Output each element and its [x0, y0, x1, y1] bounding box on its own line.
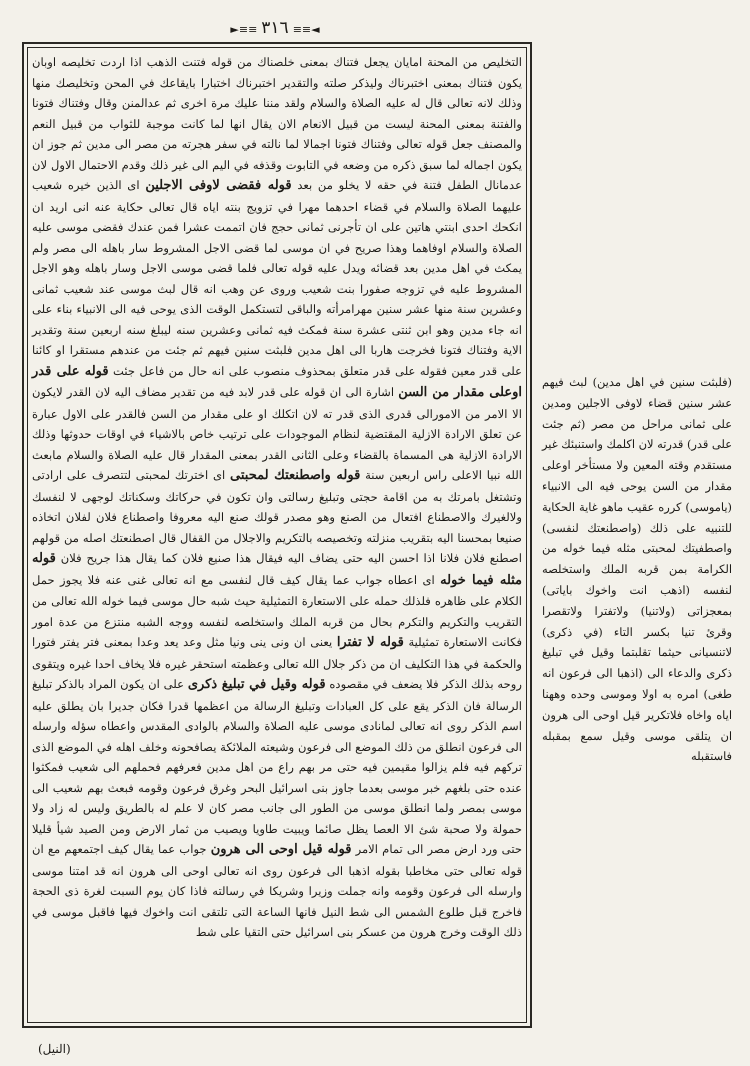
main-text-body [32, 52, 522, 1018]
main-text-segment: اى الذين خيره شعيب عليهما الصلاة والسلام في قضاء احدهما مهرا في تزويج بنته اياه قال تعالى حكاية عنه انى اريد ان انكحك احدى ابنتي هاتين على ان تأجرنى ثمانى حجج فان اتممت عشرا فمن عندك فقضى موسى عليه الصلاة والسلام اوفاهما وهذا صريح في ان موسى لما قضى الاجل المشروط سار باهله الى مصر ولم يمكث في اهل مدين بعد قضائه ويدل عليه قوله تعالى فلما قضى موسى الاجل وسار باهله وهو الاجل المشروط عليه في تزوجه صفورا بنت شعيب وروى عن وهب انه قال لبث موسى عند شعيب ثمانى وعشرين سنة منها عشر سنين مهرامرأته والباقى لتستكمل الوقت الذى يوحى فيه الى الانبياء بناء على انه جاء مدين وهو ابن ثنتى عشرة سنة فمكث فيه ثمانى وعشرين سنه ليبلغ سنه اربعين سنة وتقدير الاية وفتناك فتونا فخرجت هاربا الى اهل مدين فلبثت سنين فيهم ثم جئت من عندهم مستقرا او كائنا على قدر معين فقوله على قدر متعلق بمحذوف منصوب على انه حال من فاعل جئت [32, 178, 523, 378]
margin-note [542, 372, 732, 764]
lemma-heading: قوله مثله فيما خوله [32, 551, 523, 588]
main-text-segment: التخليص من المحنة امايان يجعل فتناك بمعنى خلصناك من قوله فتنت الذهب اذا اردت تخليصه اوبان يكون فتناك بمعنى اختبرناك وليذكر صلته والتقدير اختبرناك اختبارا بايقاعك في المحن وتخليصك منها وذلك لانه تعالى قال له عليه الصلاة والسلام ولقد مننا عليك مرة اخرى ثم عدالمنن وقال وفتناك فتونا والفتنة بمعنى المحنة ليست من قبيل الانعام الان يقال انها لما كانت موجبة للثواب من قبيل النعم والمصنف جعل قوله تعالى وفتناك فتونا اجمالا لما نالته في سفر هجرته من مصر الى مدين ثم جوز ان يكون اجماله لما سبق ذكره من وضعه في التابوت وقذفه في اليم الى غير ذلك وقدم الاحتمال الاول لان عدمانال الطفل فتنة في حقه لا يخلو من بعد [32, 55, 523, 192]
main-text-segment: اى اخترتك لمحبتى لتتصرف على ارادتى وتشتغل بامرتك به من اقامة حجتى وتبليغ رسالتى وان تكون في حركاتك وسكناتك لوجهى لا لنفسك ولالغيرك والاصطناع افتعال من الصنع وهو مصدر قولك صنع اليه معروفا واصطناع فلان لفلان اتخاذه صنيعا بمحسنا اليه بتقريب منزلته وتخصيصه بالتكريم والاجلال من القفال قال اصطنعتك اصله من قولهم اصطنع فلان فلانا اذا احسن اليه حتى يضاف اليه فيقال هذا صنيع فلان كما يقال هذا جريح فلان [32, 468, 523, 565]
main-text-segment: يعنى ان ونى ينى ونيا مثل وعد يعد وعدا بمعنى فتر يفتر فتورا والحكمة في هذا التكليف ان من ذكر جلال الله تعالى وعظمته استحقر غيره فلا يخاف احدا غيره ويتقوى روحه بذلك الذكر فلا يضعف في مقصوده [32, 635, 522, 691]
main-text-segment: جواب عما يقال كيف اجتمعهم مع ان قوله تعالى حتى مخاطبا بقوله اذهبا الى فرعون روى انه تعالى اوحى الى هرون انه قد امتنا موسى وارسله الى فرعون وقومه وانه جملت وزيرا وشريكا في رسالته فاذا كان يوم السبت لغرة ذى الحجة فاخرج قبل طلوع الشمس الى شط النيل فانها الساعة التى تلتقى انت واخوك فيها فاقبل موسى في ذلك الوقت وخرج هرون من عسكر بنى اسرائيل حتى التقيا على شط [32, 842, 522, 939]
margin-note-text: (فلبثت سنين في اهل مدين) لبث فيهم عشر سنين قضاء لاوفى الاجلين ومدين على ثمانى مراحل من مصر (ثم جئت على قدر) قدرته لان اكلمك واستنبئك غير مستقدم وقته المعين ولا مستأخر اوعلى مقدار من السن يوحى فيه الى الانبياء (ياموسى) كرره عقيب ماهو غاية الحكاية للتنبيه على ذلك (واصطنعتك لنفسى) واصطفيتك لمحبتى مثله فيما خوله من الكرامة بمن قربه الملك واستخلصه لنفسه (اذهب انت واخوك باياتى) بمعجزاتى (ولاتنيا) ولاتفترا ولاتقصرا وقرئ تنيا بكسر التاء (في ذكرى) لاتنسيانى حيثما تقلبتما وقيل في تبليغ ذكرى والدعاء الى (اذهبا الى فرعون انه طغى) امره به اولا وموسى وحده وههنا اياه واخاه فلاتكرير قيل اوحى الى هرون ان يتلقى موسى وقيل سمع بمقبله فاستقبله [542, 375, 732, 764]
main-paragraph [32, 52, 522, 943]
ornament-right: ◄≡≡ [292, 23, 320, 36]
lemma-heading: قوله واصطنعتك لمحبتى [230, 468, 361, 483]
main-text-frame [22, 42, 532, 1028]
main-text-segment: اشارة الى ان قوله على قدر لابد فيه من تقدير مضاف اليه لان القدر لايكون الا الامر من الامورالى قدرى الذى قدر ته لان اتكلك او على مقدار من السن فالقدر على الاول عبارة عن تعلق الارادة الازلية المقتضية لنظام الموجودات على ترتيب خاص بالاشياء في اوقات حدوثها وذلك الارادة الازلية هى المسماة بالقضاء وعلى الثانى القدر بمعنى المقدار قال عليه الصلاة والسلام مابعث الله نبيا الاعلى راس اربعين سنة [32, 385, 523, 482]
lemma-heading: قوله وقيل في تبليغ ذكرى [187, 677, 326, 692]
catchword: (النيل) [38, 1042, 71, 1056]
page-number [200, 18, 350, 38]
main-text-segment: اى اعطاه جواب عما يقال كيف قال لنفسى مع انه تعالى غنى عنه فلا يجوز حمل الكلام على ظاهره فلذلك حمله على الاستعارة التمثيلية حيث شبه حال موسى فيما خوله الله تعالى من التقريب والتكريم والتكرم بحال من قربه الملك واستخلصه لنفسه ووجه الشبه منتزع من عدة امور فكانت الاستعارة تمثيلية [32, 572, 523, 649]
main-text-segment: على ان يكون المراد بالذكر تبليغ الرسالة فان الذكر يقع على كل العبادات وتبليغ الرسالة من اعظمها قدرا فكان جديرا بان يطلق عليه اسم الذكر روى انه تعالى لمانادى موسى عليه الصلاة والسلام بالوادى المقدس واعطاه سؤله وارسله الى فرعون انطلق من ذلك الموضع الى فرعون وشيعته الملائكة يصافحونه وخلف اهله في الموضع الذى تركهم فيه فلم يزالوا مقيمين فيه حتى مر بهم راع من اهل مدين فعرفهم فحملهم الى شعيب فمكثوا عنده حتى بلغهم خبر موسى بعدما جاوز بنى اسرائيل البحر وغرق فرعون وقومه فبعث بهم شعيب الى موسى بمصر ولما انطلق موسى من الطور الى جانب مصر كان لا علم له بالطريق وليس له زاد ولا حمولة ولا صحبة شئ الا العصا يظل صائما ويبيت طاويا ويصيب من ثمار الارض ومن الصيد شيأ قليلا حتى ورد ارض مصر الى تمام الامر [32, 677, 522, 856]
page-number-value: ٣١٦ [261, 18, 289, 38]
lemma-heading: قوله قيل اوحى الى هرون [210, 842, 352, 857]
lemma-heading: قوله فقضى لاوفى الاجلين [145, 178, 292, 193]
lemma-heading: قوله على قدر اوعلى مقدار من السن [32, 363, 523, 400]
ornament-left: ≡≡► [230, 23, 258, 36]
lemma-heading: قوله لا تفترا [336, 635, 404, 650]
